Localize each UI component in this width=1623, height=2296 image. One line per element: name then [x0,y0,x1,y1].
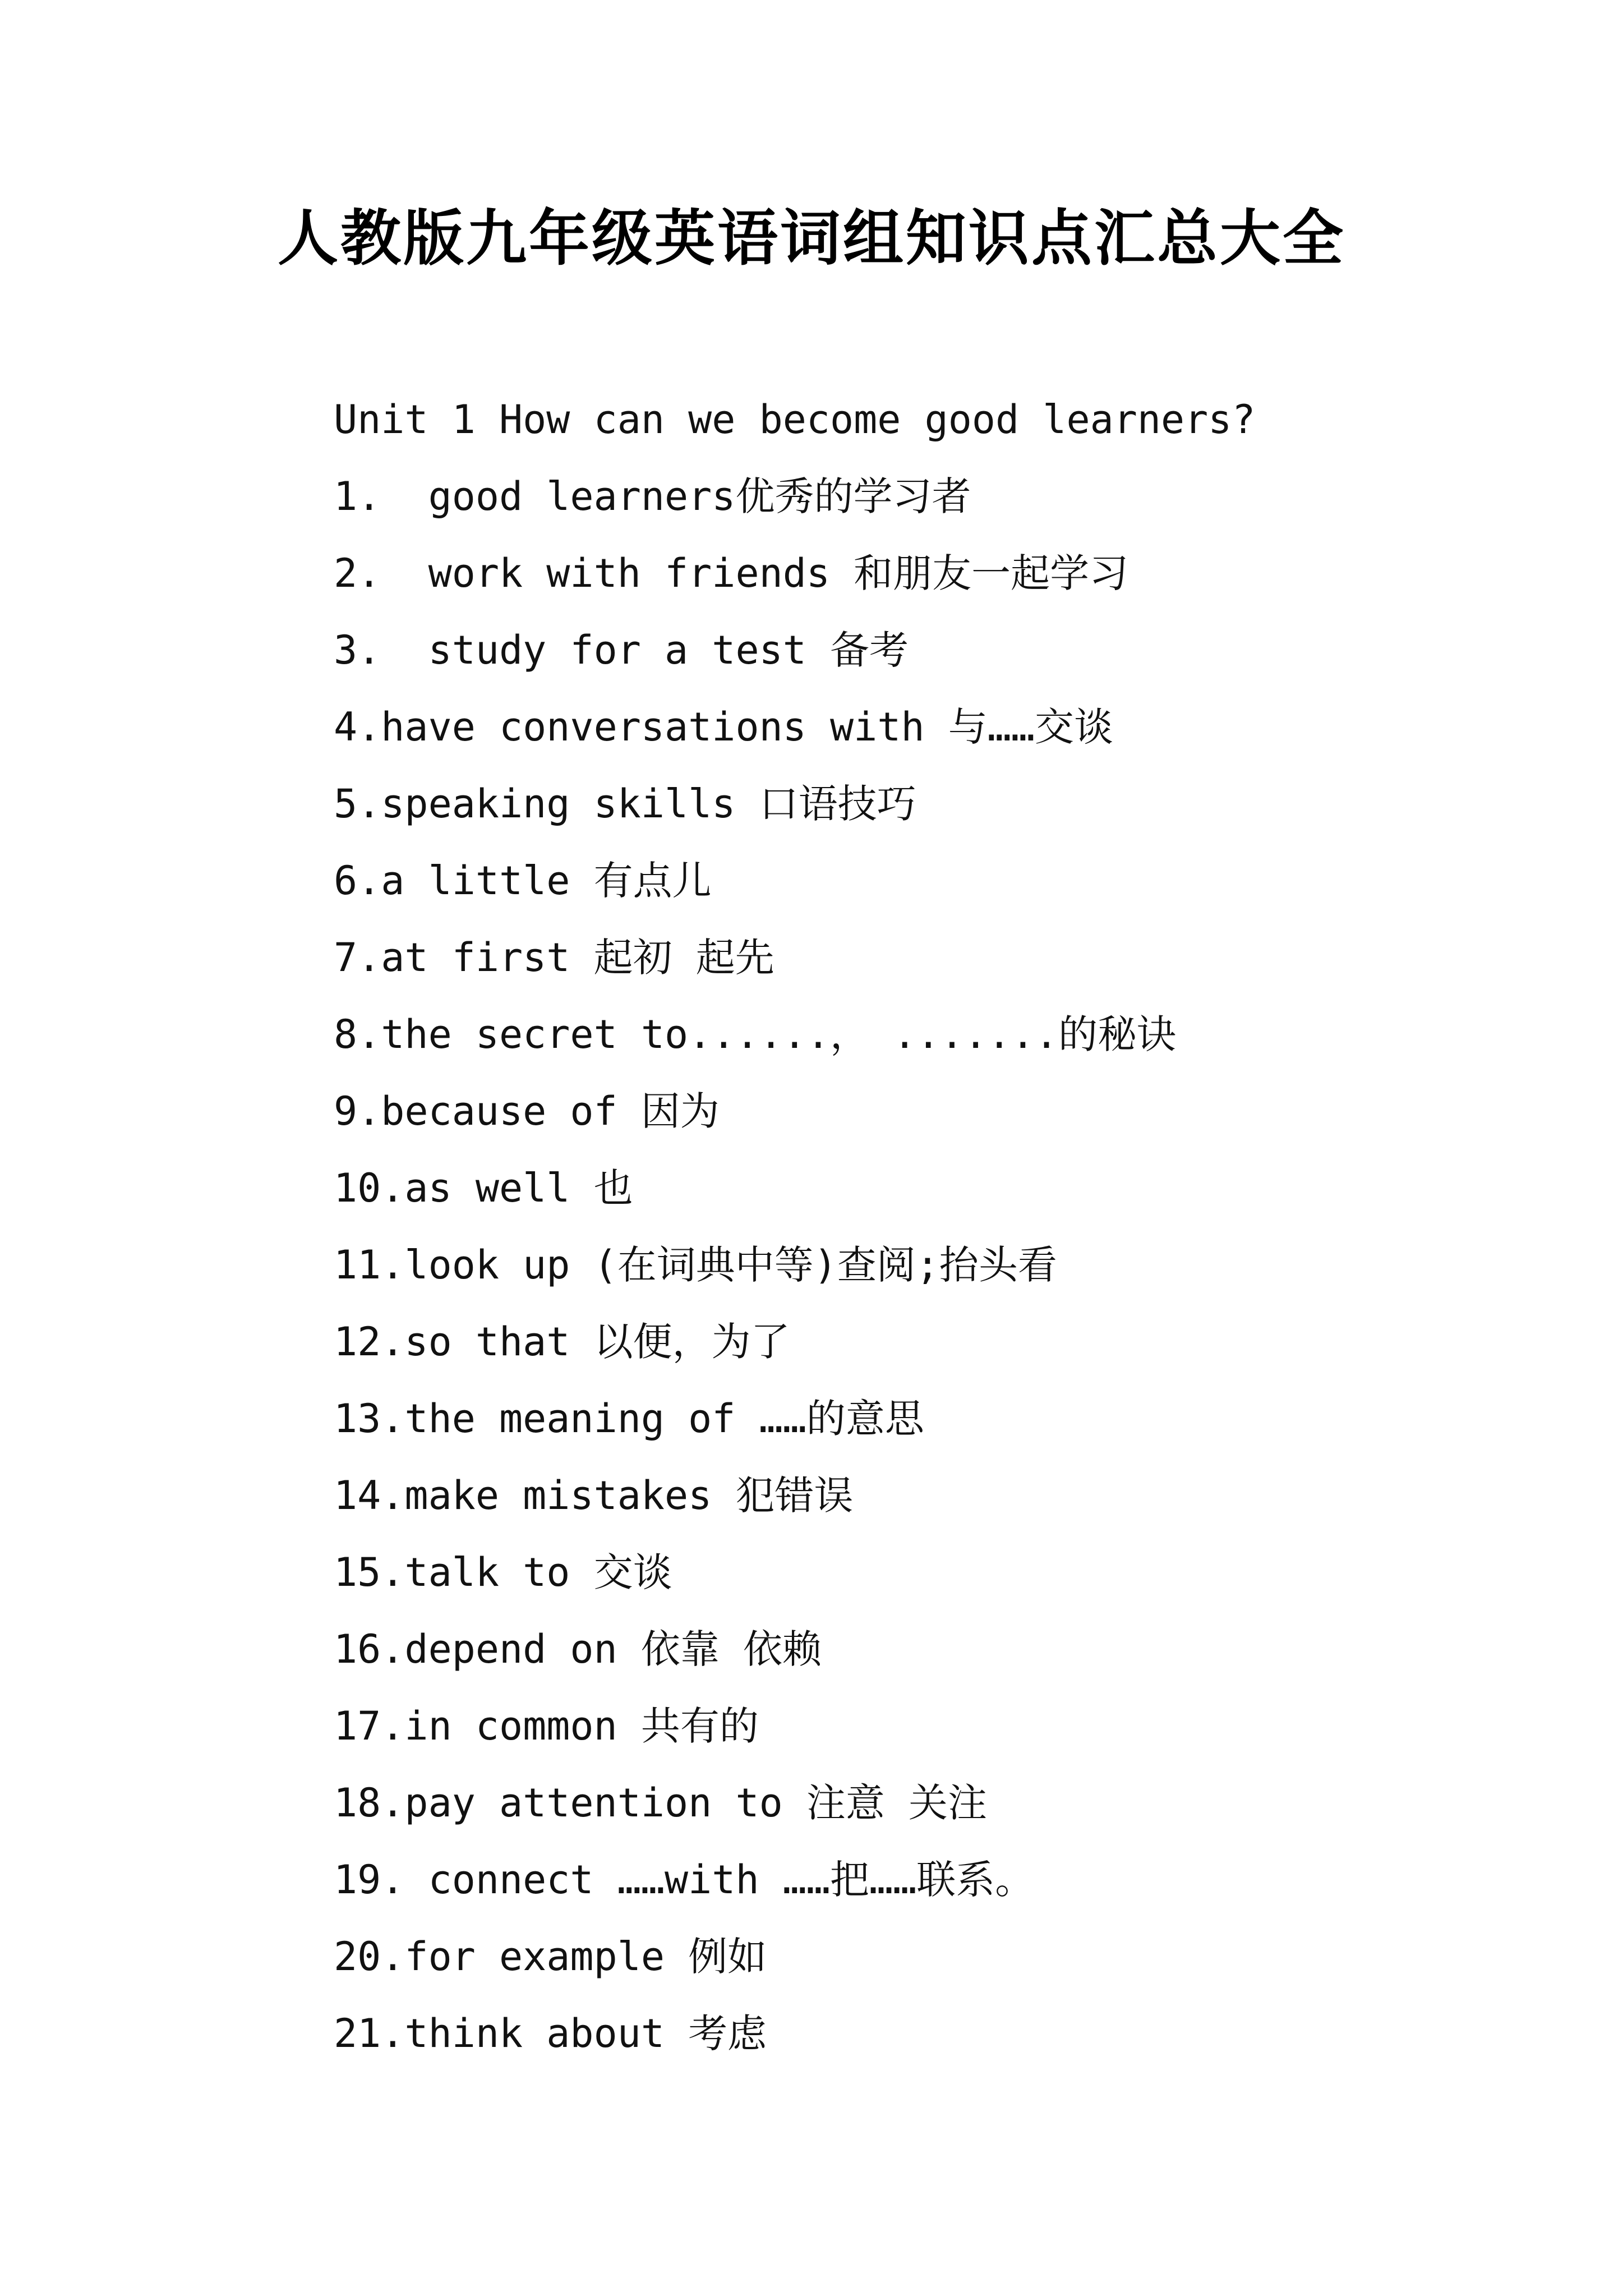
list-item: 19. connect ……with ……把……联系。 [334,1857,1035,1903]
list-item: 3. study for a test 备考 [334,627,909,673]
list-item: 12.so that 以便，为了 [334,1319,790,1365]
list-item: 1. good learners优秀的学习者 [334,473,971,519]
page-title: 人教版九年级英语词组知识点汇总大全 [277,203,1345,274]
list-item: 13.the meaning of ……的意思 [334,1396,924,1442]
list-item: 2. work with friends 和朋友一起学习 [334,550,1129,596]
list-item: 4.have conversations with 与……交谈 [334,704,1114,750]
unit-heading: Unit 1 How can we become good learners? [334,397,1256,443]
list-item: 18.pay attention to 注意 关注 [334,1780,988,1826]
list-item: 15.talk to 交谈 [334,1549,672,1595]
list-item: 7.at first 起初 起先 [334,935,774,981]
list-item: 16.depend on 依靠 依赖 [334,1626,822,1672]
list-item: 17.in common 共有的 [334,1703,759,1749]
list-item: 6.a little 有点儿 [334,858,712,904]
list-item: 21.think about 考虑 [334,2010,767,2056]
list-item: 14.make mistakes 犯错误 [334,1473,854,1519]
list-item: 11.look up (在词典中等)查阅;抬头看 [334,1242,1058,1288]
list-item: 8.the secret to......， .......的秘诀 [334,1011,1177,1057]
list-item: 5.speaking skills 口语技巧 [334,781,916,827]
list-item: 9.because of 因为 [334,1088,720,1134]
list-item: 10.as well 也 [334,1165,633,1211]
list-item: 20.for example 例如 [334,1934,767,1980]
document-body [334,381,1567,2072]
